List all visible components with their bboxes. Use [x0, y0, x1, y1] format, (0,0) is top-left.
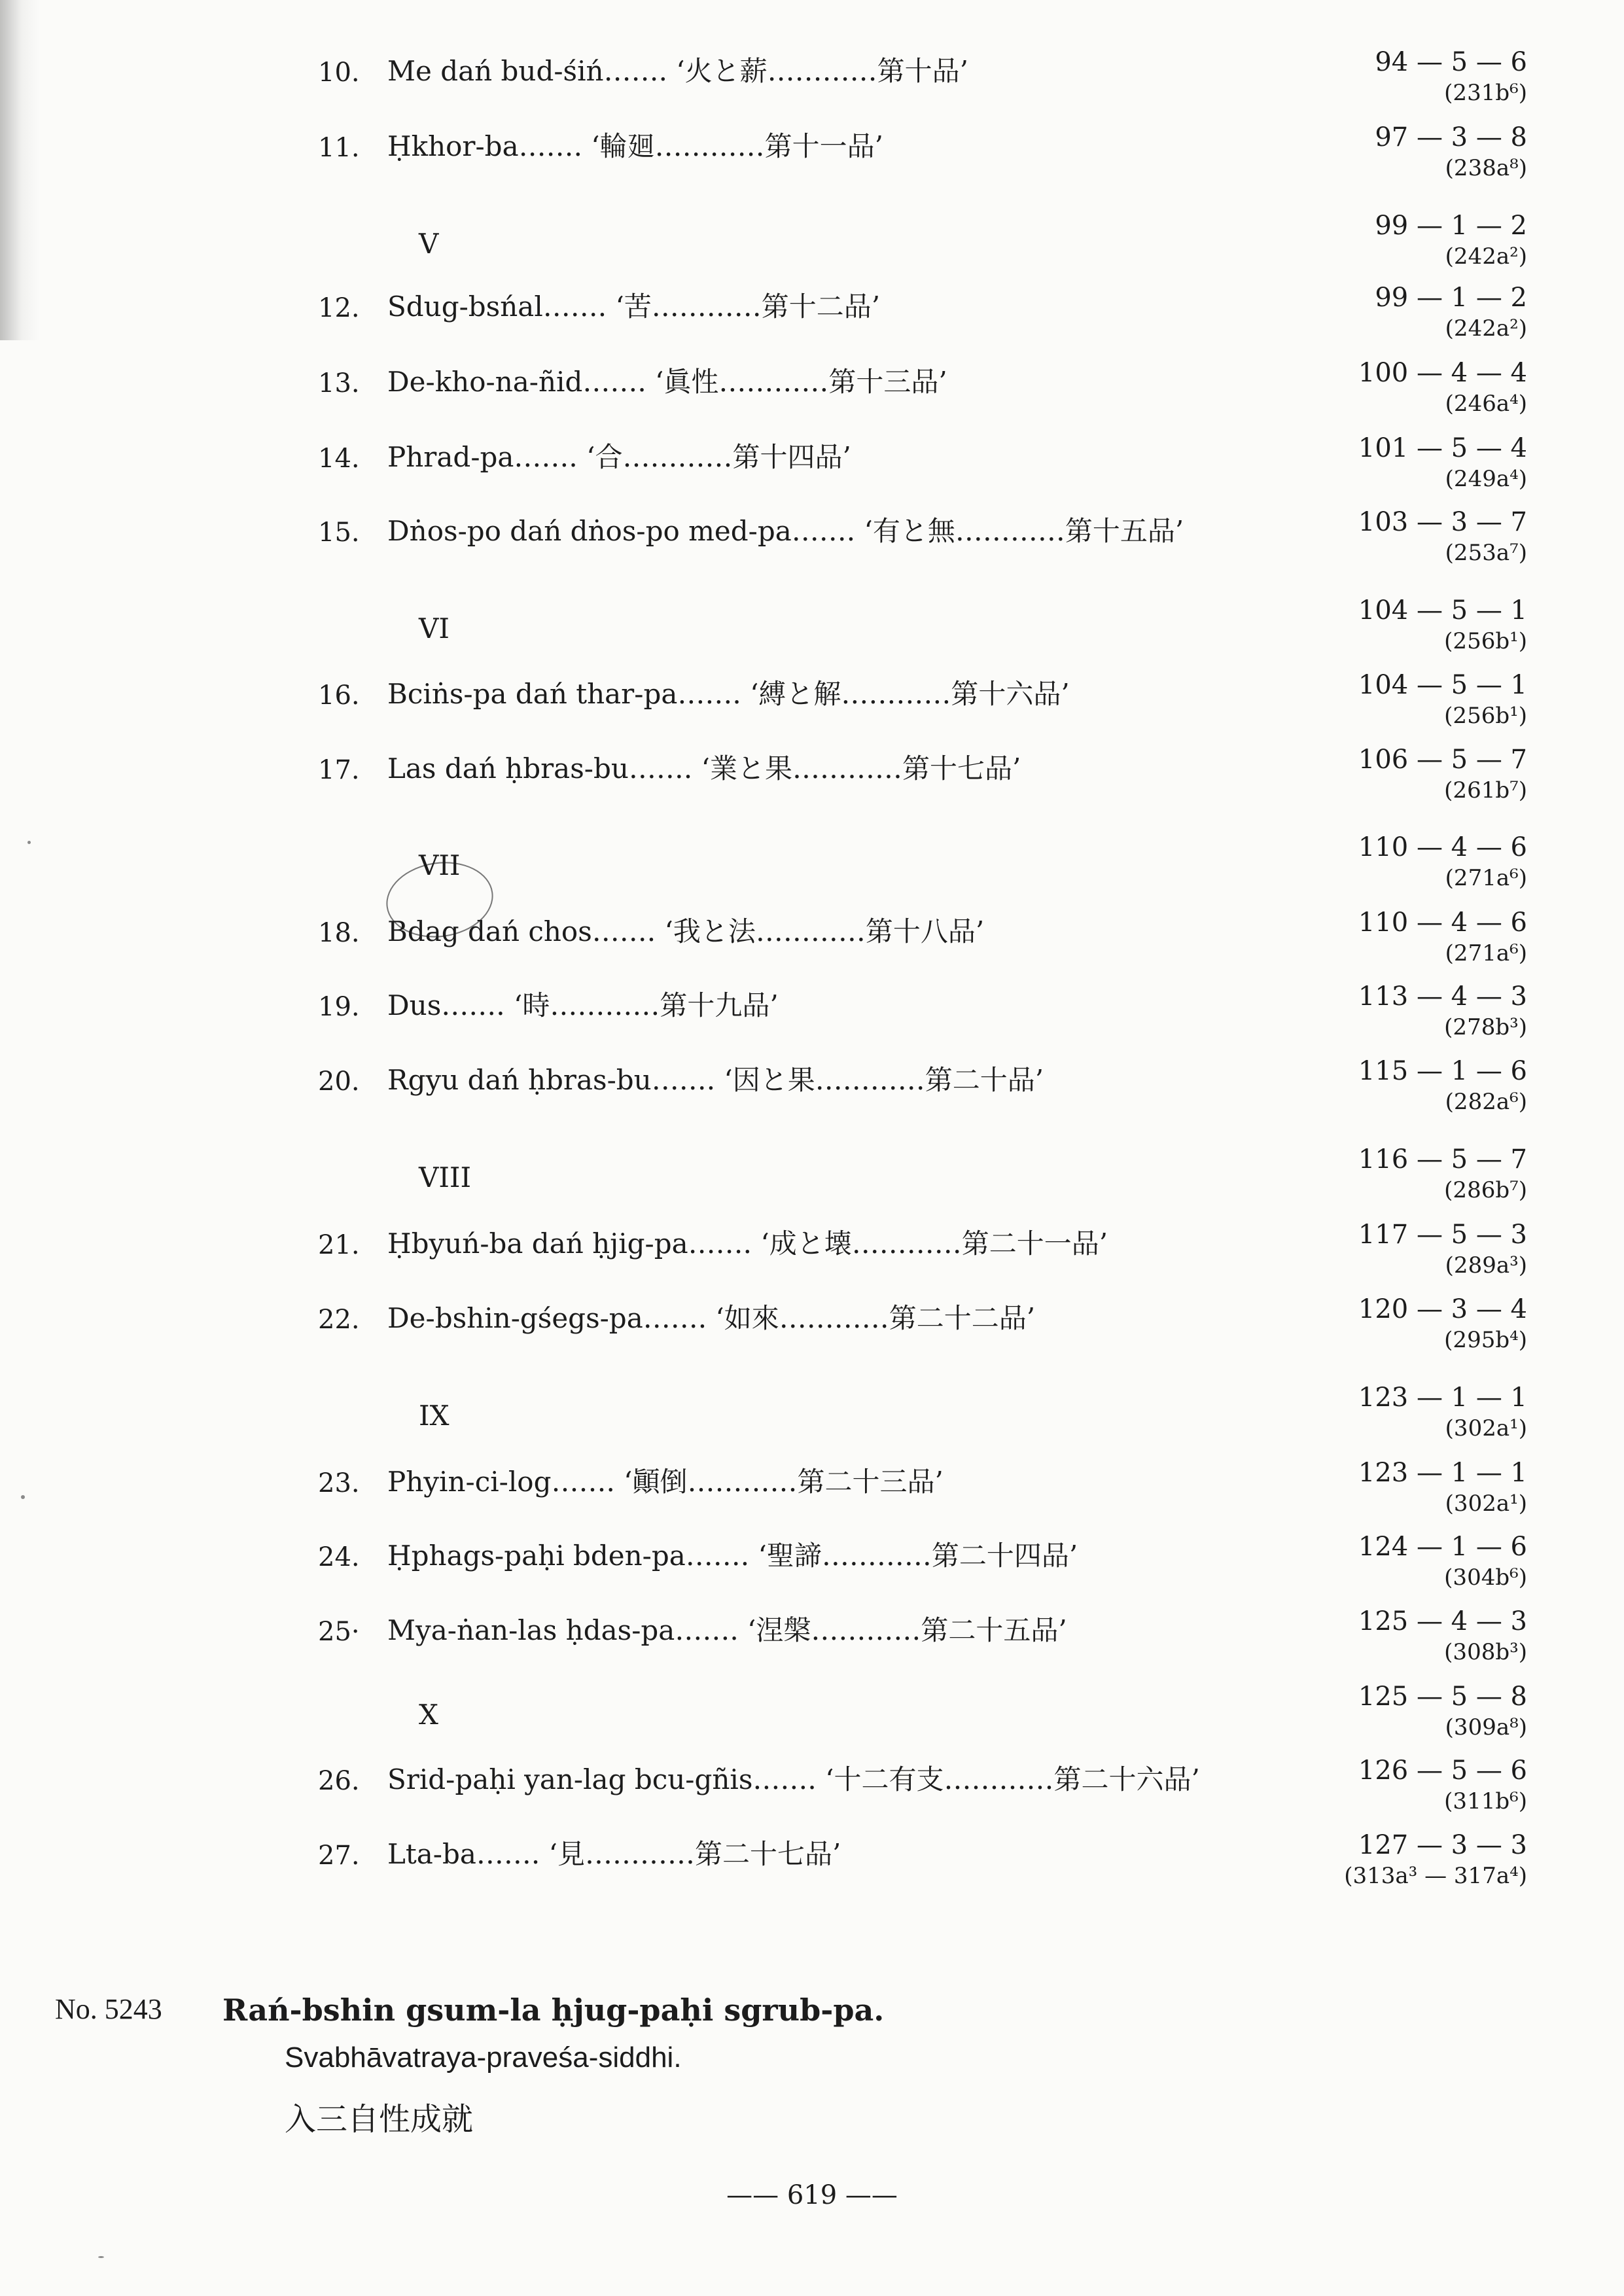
toc-row-folio: (295b⁴): [1444, 1327, 1527, 1353]
toc-row-title: Dṅos-po dań dṅos-po med-pa……. ‘有と無…………第十五品’: [387, 515, 1184, 547]
toc-row: [0, 251, 1624, 342]
toc-row-number: 26.: [318, 1766, 360, 1796]
toc-row-number: 23.: [318, 1468, 360, 1498]
toc-row-folio: (282a⁶): [1445, 1089, 1527, 1115]
toc-section-row: [0, 1650, 1624, 1740]
toc-row-title: Las dań ḥbras-bu……. ‘業と果…………第十七品’: [387, 752, 1021, 785]
toc-row-page-reference: 123 — 1 — 1: [1358, 1458, 1527, 1488]
toc-row: [0, 476, 1624, 566]
toc-row-page-reference: 120 — 3 — 4: [1358, 1294, 1527, 1324]
toc-row: [0, 1575, 1624, 1665]
toc-row-page-reference: 104 — 5 — 1: [1358, 670, 1527, 700]
toc-row: [0, 1188, 1624, 1279]
toc-row: [0, 713, 1624, 804]
toc-row-page-reference: 115 — 1 — 6: [1358, 1056, 1527, 1086]
entry-title: Rań-bshin gsum-la ḥjug-paḥi sgrub-pa.: [222, 1992, 885, 2028]
page-number: —— 619 ——: [726, 2180, 898, 2210]
toc-row-folio: (311b⁶): [1444, 1788, 1527, 1814]
toc-row-page-reference: 124 — 1 — 6: [1358, 1532, 1527, 1562]
toc-row-page-reference: 125 — 4 — 3: [1358, 1606, 1527, 1636]
entry-chinese-title: 入三自性成就: [285, 2101, 474, 2138]
toc-row-folio: (309a⁸): [1445, 1714, 1527, 1740]
toc-row-page-reference: 100 — 4 — 4: [1358, 358, 1527, 388]
toc-row-folio: (271a⁶): [1445, 865, 1527, 891]
toc-row: [0, 950, 1624, 1040]
toc-row-page-reference: 110 — 4 — 6: [1358, 908, 1527, 938]
toc-row-number: 21.: [318, 1230, 360, 1260]
toc-row: [0, 639, 1624, 729]
toc-row-title: Srid-paḥi yan-lag bcu-gñis……. ‘十二有支…………第二十六品’: [387, 1763, 1200, 1795]
toc-row-page-reference: 94 — 5 — 6: [1375, 47, 1527, 77]
toc-row-folio: (278b³): [1444, 1014, 1527, 1040]
toc-row-folio: (238a⁸): [1445, 155, 1527, 181]
speck: [21, 1495, 25, 1499]
toc-row-page-reference: 126 — 5 — 6: [1358, 1756, 1527, 1786]
toc-row: [0, 1263, 1624, 1353]
toc-row: [0, 1500, 1624, 1591]
toc-row-folio: (313a³ — 317a⁴): [1344, 1863, 1527, 1889]
toc-row: [0, 876, 1624, 966]
toc-row-folio: (271a⁶): [1445, 940, 1527, 966]
toc-row-number: 20.: [318, 1067, 360, 1097]
toc-section-row: [0, 1113, 1624, 1203]
toc-row-number: 15.: [318, 518, 360, 548]
toc-row-folio: (286b⁷): [1444, 1177, 1527, 1203]
toc-row-page-reference: 123 — 1 — 1: [1358, 1383, 1527, 1413]
toc-row-title: Rgyu dań ḥbras-bu……. ‘因と果…………第二十品’: [387, 1064, 1044, 1096]
speck: [98, 2256, 104, 2258]
toc-row-number: 17.: [318, 755, 360, 785]
toc-row-page-reference: 101 — 5 — 4: [1358, 433, 1527, 463]
toc-row-folio: (242a²): [1445, 243, 1527, 270]
toc-row-title: Sdug-bsńal……. ‘苦…………第十二品’: [387, 291, 881, 323]
toc-row-title: Ḥkhor-ba……. ‘輪廻…………第十一品’: [387, 130, 884, 162]
toc-row-folio: (231b⁶): [1444, 80, 1527, 106]
toc-row-number: 14.: [318, 444, 360, 474]
toc-row: [0, 402, 1624, 492]
toc-row-title: Mya-ṅan-las ḥdas-pa……. ‘涅槃…………第二十五品’: [387, 1614, 1067, 1646]
toc-row-number: 24.: [318, 1542, 360, 1572]
toc-row-page-reference: 117 — 5 — 3: [1358, 1220, 1527, 1250]
toc-row-page-reference: 97 — 3 — 8: [1375, 122, 1527, 152]
toc-row-page-reference: 103 — 3 — 7: [1358, 507, 1527, 537]
toc-row: [0, 16, 1624, 106]
toc-row-folio: (256b¹): [1444, 703, 1527, 729]
toc-row-folio: (249a⁴): [1445, 466, 1527, 492]
toc-row-page-reference: 110 — 4 — 6: [1358, 832, 1527, 862]
toc-row-page-reference: 106 — 5 — 7: [1358, 745, 1527, 775]
toc-section-numeral: VII: [419, 849, 461, 881]
toc-row-folio: (253a⁷): [1445, 540, 1527, 566]
toc-row-page-reference: 104 — 5 — 1: [1358, 595, 1527, 626]
toc-row-number: 13.: [318, 368, 360, 398]
toc-row-number: 11.: [318, 133, 360, 163]
toc-section-row: [0, 801, 1624, 891]
toc-row-number: 19.: [318, 992, 360, 1022]
toc-row-title: De-bshin-gśegs-pa……. ‘如來…………第二十二品’: [387, 1302, 1036, 1334]
toc-row: [0, 1799, 1624, 1889]
toc-section-numeral: VIII: [419, 1161, 472, 1193]
toc-row-folio: (302a¹): [1445, 1415, 1527, 1441]
entry-sanskrit-title: Svabhāvatraya-praveśa-siddhi.: [285, 2041, 682, 2074]
toc-row-title: Phyin-ci-log……. ‘顚倒…………第二十三品’: [387, 1466, 944, 1498]
toc-row-folio: (308b³): [1444, 1639, 1527, 1665]
toc-row-page-reference: 113 — 4 — 3: [1358, 981, 1527, 1012]
toc-row-number: 18.: [318, 918, 360, 948]
toc-row-number: 16.: [318, 680, 360, 711]
toc-row-page-reference: 127 — 3 — 3: [1358, 1830, 1527, 1860]
toc-row-number: 27.: [318, 1841, 360, 1871]
toc-row-folio: (302a¹): [1445, 1491, 1527, 1517]
toc-row-folio: (246a⁴): [1445, 391, 1527, 417]
toc-section-numeral: VI: [419, 612, 450, 645]
toc-row-title: Bdag dań chos……. ‘我と法…………第十八品’: [387, 915, 985, 947]
toc-row-title: Phrad-pa……. ‘合…………第十四品’: [387, 441, 851, 473]
toc-row: [0, 1724, 1624, 1814]
toc-row-page-reference: 99 — 1 — 2: [1375, 283, 1527, 313]
toc-row-number: 10.: [318, 58, 360, 88]
toc-row-title: Ḥbyuń-ba dań ḥjig-pa……. ‘成と壊…………第二十一品’: [387, 1227, 1108, 1260]
toc-row: [0, 1025, 1624, 1115]
toc-section-row: [0, 564, 1624, 654]
toc-row-title: Dus……. ‘時…………第十九品’: [387, 989, 779, 1021]
toc-row: [0, 1426, 1624, 1517]
toc-row-title: Lta-ba……. ‘見…………第二十七品’: [387, 1838, 841, 1870]
toc-row-folio: (256b¹): [1444, 628, 1527, 654]
toc-row-page-reference: 99 — 1 — 2: [1375, 211, 1527, 241]
toc-section-numeral: V: [419, 228, 439, 260]
toc-row-title: Ḥphags-paḥi bden-pa……. ‘聖諦…………第二十四品’: [387, 1540, 1078, 1572]
toc-row-folio: (304b⁶): [1444, 1564, 1527, 1591]
toc-row-page-reference: 125 — 5 — 8: [1358, 1682, 1527, 1712]
toc-row-folio: (289a³): [1445, 1252, 1527, 1279]
toc-row: [0, 91, 1624, 181]
toc-row-title: Bciṅs-pa dań thar-pa……. ‘縛と解…………第十六品’: [387, 678, 1070, 710]
toc-section-row: [0, 1351, 1624, 1441]
toc-row-title: De-kho-na-ñid……. ‘眞性…………第十三品’: [387, 366, 947, 398]
entry-number: No. 5243: [55, 1993, 162, 2025]
toc-row-page-reference: 116 — 5 — 7: [1358, 1144, 1527, 1174]
toc-section-row: [0, 179, 1624, 270]
toc-row-folio: (261b⁷): [1444, 777, 1527, 804]
toc-row: [0, 327, 1624, 417]
toc-section-numeral: IX: [419, 1400, 450, 1432]
toc-row-number: 12.: [318, 293, 360, 323]
toc-row-title: Me dań bud-śiń……. ‘火と薪…………第十品’: [387, 55, 968, 87]
toc-row-number: 22.: [318, 1305, 360, 1335]
toc-row-number: 25·: [318, 1617, 360, 1647]
toc-section-numeral: X: [419, 1699, 438, 1731]
toc-row-folio: (242a²): [1445, 315, 1527, 342]
